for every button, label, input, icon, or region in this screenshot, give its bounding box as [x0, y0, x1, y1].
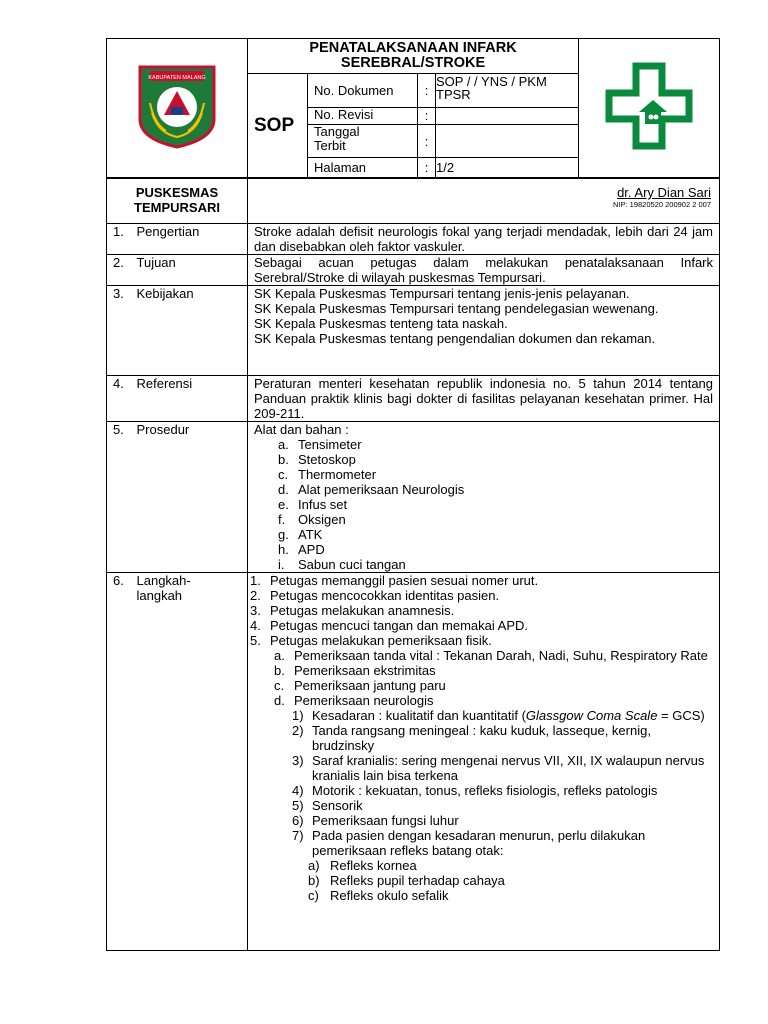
list-marker: 1. [250, 573, 261, 588]
meta-value-tanggal-terbit [436, 125, 579, 158]
step-item [250, 663, 713, 678]
list-marker: b) [308, 873, 320, 888]
meta-label-no-revisi: No. Revisi [308, 108, 418, 125]
step-item [250, 633, 713, 648]
list-marker: f. [278, 512, 286, 527]
list-marker: b. [278, 452, 289, 467]
list-marker: a. [278, 437, 289, 452]
step-text: Saraf kranialis: sering mengenai nervus VII, XII, IX walaupun nervus kranialis lain bisa terkena [312, 753, 705, 783]
step-text: Kesadaran : kualitatif dan kuantitatif ( [312, 708, 526, 723]
section-label: Langkah- langkah [137, 573, 248, 951]
equipment-list [254, 437, 713, 572]
step-text: Petugas melakukan anamnesis. [270, 603, 455, 618]
list-marker: 6) [292, 813, 304, 828]
list-marker: 5. [250, 633, 261, 648]
equipment-item [254, 542, 713, 557]
equipment-name: Alat pemeriksaan Neurologis [298, 482, 465, 497]
list-marker: 1) [292, 708, 304, 723]
list-marker: 3) [292, 753, 304, 768]
equipment-name: Infus set [298, 497, 348, 512]
step-text: Petugas mencuci tangan dan memakai APD. [270, 618, 528, 633]
section-number: 6. [107, 573, 137, 951]
procedure-intro: Alat dan bahan : [254, 422, 349, 437]
section-row-prosedur [107, 422, 720, 573]
crest-banner-text: KABUPATEN MALANG [148, 74, 206, 81]
step-item [250, 603, 713, 618]
meta-value-halaman: 1/2 [436, 158, 579, 178]
step-item [250, 618, 713, 633]
equipment-name: Stetoskop [298, 452, 356, 467]
list-marker: 4) [292, 783, 304, 798]
policy-line: SK Kepala Puskesmas Tempursari tentang jenis-jenis pelayanan. [254, 286, 630, 301]
list-marker: a) [308, 858, 320, 873]
step-item [250, 828, 713, 858]
step-item [250, 708, 713, 723]
meta-label-no-dokumen: No. Dokumen [308, 74, 418, 108]
meta-value-no-revisi [436, 108, 579, 125]
sop-body-table [106, 178, 720, 951]
equipment-name: Thermometer [298, 467, 377, 482]
equipment-name: APD [298, 542, 325, 557]
step-text: Pemeriksaan jantung paru [294, 678, 446, 693]
list-marker: c. [278, 467, 289, 482]
section-text [248, 422, 720, 573]
section-number: 3. [107, 286, 137, 376]
step-item [250, 858, 713, 873]
equipment-item [254, 467, 713, 482]
section-number: 1. [107, 224, 137, 255]
step-item [250, 783, 713, 798]
section-row-kebijakan [107, 286, 720, 376]
meta-colon: : [418, 74, 436, 108]
section-number: 4. [107, 376, 137, 422]
step-item [250, 648, 713, 663]
district-logo-cell [107, 39, 248, 178]
list-marker: h. [278, 542, 289, 557]
step-text-italic: Glassgow Coma Scale [525, 708, 658, 723]
section-row-referensi [107, 376, 720, 422]
section-text: Stroke adalah defisit neurologis fokal yang terjadi mendadak, lebih dari 24 jam dan disebabkan oleh faktor vaskuler. [248, 224, 720, 255]
step-text: Pada pasien dengan kesadaran menurun, perlu dilakukan pemeriksaan refleks batang otak: [312, 828, 646, 858]
org-name: PUSKESMAS TEMPURSARI [107, 179, 248, 224]
section-text [248, 573, 720, 951]
section-row-tujuan [107, 255, 720, 286]
equipment-name: ATK [298, 527, 323, 542]
section-label: Pengertian [137, 224, 248, 255]
section-row-langkah [107, 573, 720, 951]
meta-label-halaman: Halaman [308, 158, 418, 178]
step-text: Pemeriksaan tanda vital : Tekanan Darah, Nadi, Suhu, Respiratory Rate [294, 648, 708, 663]
org-row [107, 179, 720, 224]
sop-label: SOP [248, 74, 308, 178]
section-number: 2. [107, 255, 137, 286]
section-text: Sebagai acuan petugas dalam melakukan penatalaksanaan Infark Serebral/Stroke di wilayah puskesmas Tempursari. [248, 255, 720, 286]
signer-name: dr. Ary Dian Sari [617, 185, 712, 200]
step-item [250, 753, 713, 783]
sop-header-table [106, 38, 720, 178]
step-text-tail: = GCS) [657, 708, 705, 723]
list-marker: c. [274, 678, 285, 693]
equipment-name: Tensimeter [298, 437, 362, 452]
step-text: Motorik : kekuatan, tonus, refleks fisiologis, refleks patologis [312, 783, 658, 798]
kabupaten-malang-crest-icon [136, 63, 218, 149]
step-item [250, 798, 713, 813]
equipment-item [254, 557, 713, 572]
section-row-pengertian [107, 224, 720, 255]
step-text: Petugas memanggil pasien sesuai nomer urut. [270, 573, 539, 588]
steps-list [250, 573, 713, 903]
list-marker: 5) [292, 798, 304, 813]
step-item [250, 873, 713, 888]
step-text: Pemeriksaan neurologis [294, 693, 434, 708]
section-text [248, 286, 720, 376]
signer-nip: NIP: 19820520 200902 2 007 [613, 200, 712, 209]
list-marker: g. [278, 527, 289, 542]
puskesmas-cross-icon [605, 62, 693, 150]
equipment-item [254, 512, 713, 527]
list-marker: i. [278, 557, 285, 572]
step-text: Petugas mencocokkan identitas pasien. [270, 588, 500, 603]
list-marker: d. [278, 482, 289, 497]
list-marker: e. [278, 497, 289, 512]
step-item [250, 723, 713, 753]
step-text: Refleks pupil terhadap cahaya [330, 873, 505, 888]
meta-value-no-dokumen: SOP / / YNS / PKM TPSR [436, 74, 579, 108]
list-marker: 7) [292, 828, 304, 843]
step-text: Refleks kornea [330, 858, 417, 873]
puskesmas-logo-cell [579, 39, 720, 178]
meta-label-tanggal-terbit: Tanggal Terbit [308, 125, 418, 158]
meta-colon: : [418, 125, 436, 158]
equipment-item [254, 527, 713, 542]
meta-colon: : [418, 108, 436, 125]
list-marker: a. [274, 648, 285, 663]
step-text: Refleks okulo sefalik [330, 888, 449, 903]
step-item [250, 888, 713, 903]
step-item [250, 573, 713, 588]
equipment-item [254, 437, 713, 452]
document-title: PENATALAKSANAAN INFARK SEREBRAL/STROKE [248, 39, 579, 74]
step-item [250, 678, 713, 693]
step-text: Petugas melakukan pemeriksaan fisik. [270, 633, 492, 648]
meta-colon: : [418, 158, 436, 178]
list-marker: 2. [250, 588, 261, 603]
step-item [250, 588, 713, 603]
equipment-item [254, 497, 713, 512]
list-marker: d. [274, 693, 285, 708]
list-marker: 3. [250, 603, 261, 618]
policy-line: SK Kepala Puskesmas Tempursari tentang pendelegasian wewenang. [254, 301, 659, 316]
step-item [250, 693, 713, 708]
equipment-item [254, 482, 713, 497]
equipment-item [254, 452, 713, 467]
section-label: Prosedur [137, 422, 248, 573]
section-label: Referensi [137, 376, 248, 422]
section-text: Peraturan menteri kesehatan republik indonesia no. 5 tahun 2014 tentang Panduan praktik klinis bagi dokter di fasilitas pelayanan kesehatan primer. Hal 209-211. [248, 376, 720, 422]
step-text: Sensorik [312, 798, 363, 813]
section-label: Kebijakan [137, 286, 248, 376]
list-marker: 2) [292, 723, 304, 738]
step-text: Tanda rangsang meningeal : kaku kuduk, lasseque, kernig, brudzinsky [312, 723, 651, 753]
step-text: Pemeriksaan fungsi luhur [312, 813, 459, 828]
policy-line: SK Kepala Puskesmas tentang pengendalian dokumen dan rekaman. [254, 331, 656, 346]
step-item [250, 813, 713, 828]
equipment-name: Sabun cuci tangan [298, 557, 406, 572]
list-marker: b. [274, 663, 285, 678]
list-marker: 4. [250, 618, 261, 633]
equipment-name: Oksigen [298, 512, 346, 527]
policy-line: SK Kepala Puskesmas tenteng tata naskah. [254, 316, 508, 331]
list-marker: c) [308, 888, 319, 903]
signature-block [248, 179, 720, 224]
section-number: 5. [107, 422, 137, 573]
step-text: Pemeriksaan ekstrimitas [294, 663, 436, 678]
section-label: Tujuan [137, 255, 248, 286]
